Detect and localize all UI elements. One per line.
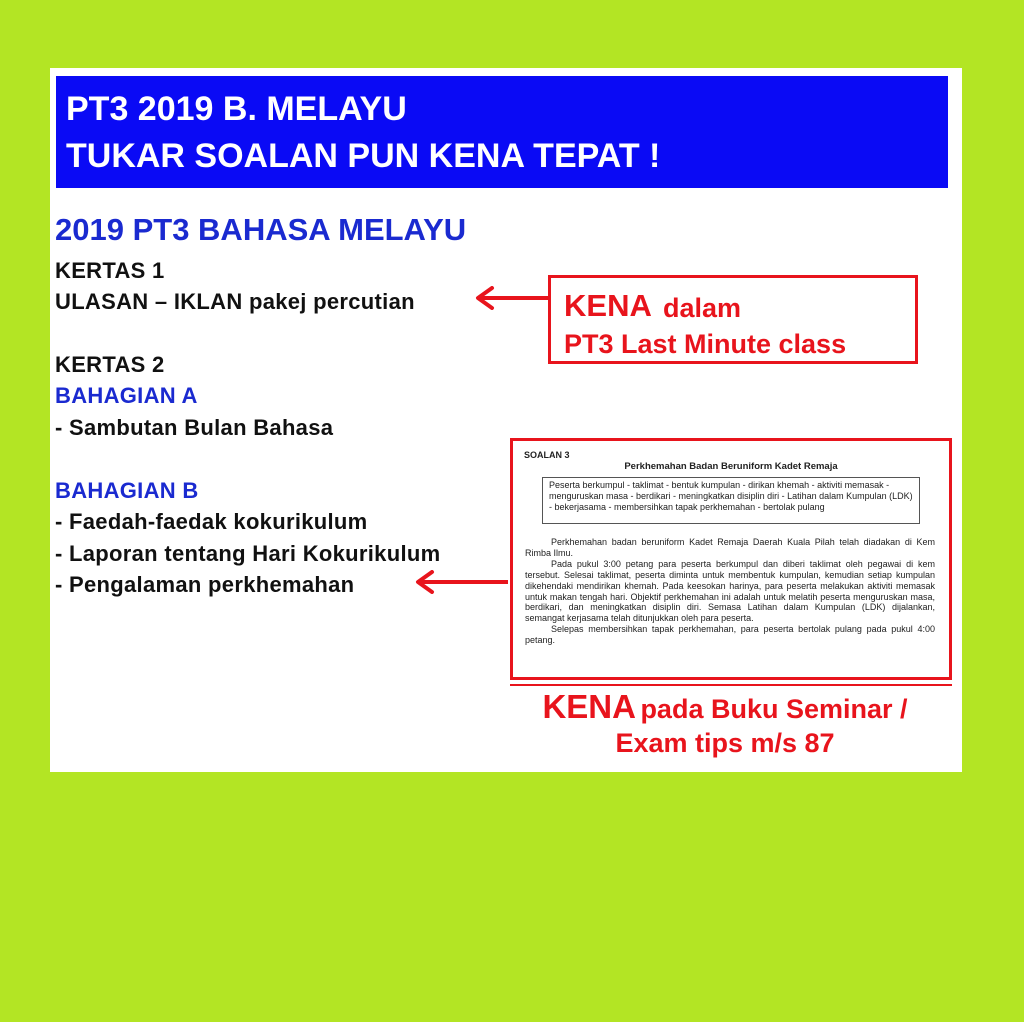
divider bbox=[510, 684, 952, 686]
soalan-title: Perkhemahan Badan Beruniform Kadet Remaja bbox=[624, 461, 838, 472]
callout-kena-label: KENA bbox=[564, 288, 652, 323]
soalan-number: SOALAN 3 bbox=[524, 450, 570, 460]
banner-line-2: TUKAR SOALAN PUN KENA TEPAT ! bbox=[66, 137, 661, 175]
banner-line-1: PT3 2019 B. MELAYU bbox=[66, 90, 407, 128]
content-card bbox=[50, 68, 962, 772]
bahagian-b-title: BAHAGIAN B bbox=[55, 478, 199, 503]
section-heading: 2019 PT3 BAHASA MELAYU bbox=[55, 212, 467, 247]
soalan-paragraph: Perkhemahan badan beruniform Kadet Remaja Daerah Kuala Pilah telah diadakan di Kem Rimba Ilmu. bbox=[525, 537, 935, 558]
callout-last-minute-class bbox=[548, 275, 918, 364]
callout-class-label: PT3 Last Minute class bbox=[564, 329, 847, 359]
title-banner bbox=[56, 76, 948, 188]
callout-buku-seminar bbox=[504, 688, 946, 759]
callout-2-line-2: Exam tips m/s 87 bbox=[615, 728, 835, 758]
bahagian-b-item-1: - Faedah-faedak kokurikulum bbox=[55, 509, 368, 534]
callout-2-line-1: pada Buku Seminar / bbox=[640, 694, 908, 724]
left-arrow-icon bbox=[472, 286, 548, 310]
bahagian-b-item-3: - Pengalaman perkhemahan bbox=[55, 572, 355, 597]
soalan-excerpt bbox=[510, 438, 952, 680]
soalan-paragraph: Pada pukul 3:00 petang para peserta berkumpul dan diberi taklimat oleh pegawai di kem tersebut. Selesai taklimat, peserta diminta untuk membentuk kumpulan, kemudian setiap kumpulan dikehendaki mendirikan khemah. Pada keesokan harinya, para peserta melakukan aktiviti memasak untuk makan tengah hari. Objektif perkhemahan ini adalah untuk melatih peserta menguruskan masa, berdikari, dan meningkatkan disiplin diri. Semasa Latihan dalam Kumpulan (LDK) dijalankan, semangat kerjasama telah ditunjukkan oleh para peserta. bbox=[525, 558, 935, 624]
bahagian-a-title: BAHAGIAN A bbox=[55, 383, 198, 408]
kertas-1-title: KERTAS 1 bbox=[55, 258, 165, 283]
soalan-paragraph: Selepas membersihkan tapak perkhemahan, para peserta bertolak pulang pada pukul 4:00 petang. bbox=[525, 624, 935, 646]
kertas-1-item: ULASAN – IKLAN pakej percutian bbox=[55, 289, 415, 314]
left-arrow-icon bbox=[412, 570, 508, 594]
callout-dalam-label: dalam bbox=[663, 293, 742, 323]
soalan-body bbox=[525, 537, 935, 646]
bahagian-a-item: - Sambutan Bulan Bahasa bbox=[55, 415, 334, 440]
bahagian-b-item-2: - Laporan tentang Hari Kokurikulum bbox=[55, 541, 441, 566]
kertas-2-title: KERTAS 2 bbox=[55, 352, 165, 377]
soalan-notes-box: Peserta berkumpul - taklimat - bentuk kumpulan - dirikan khemah - aktiviti memasak - menguruskan masa - berdikari - meningkatkan disiplin diri - Latihan dalam Kumpulan (LDK) - bekerjasama - membersihkan tapak perkhemahan - bertolak pulang bbox=[542, 477, 920, 524]
callout-2-kena-label: KENA bbox=[542, 688, 636, 725]
